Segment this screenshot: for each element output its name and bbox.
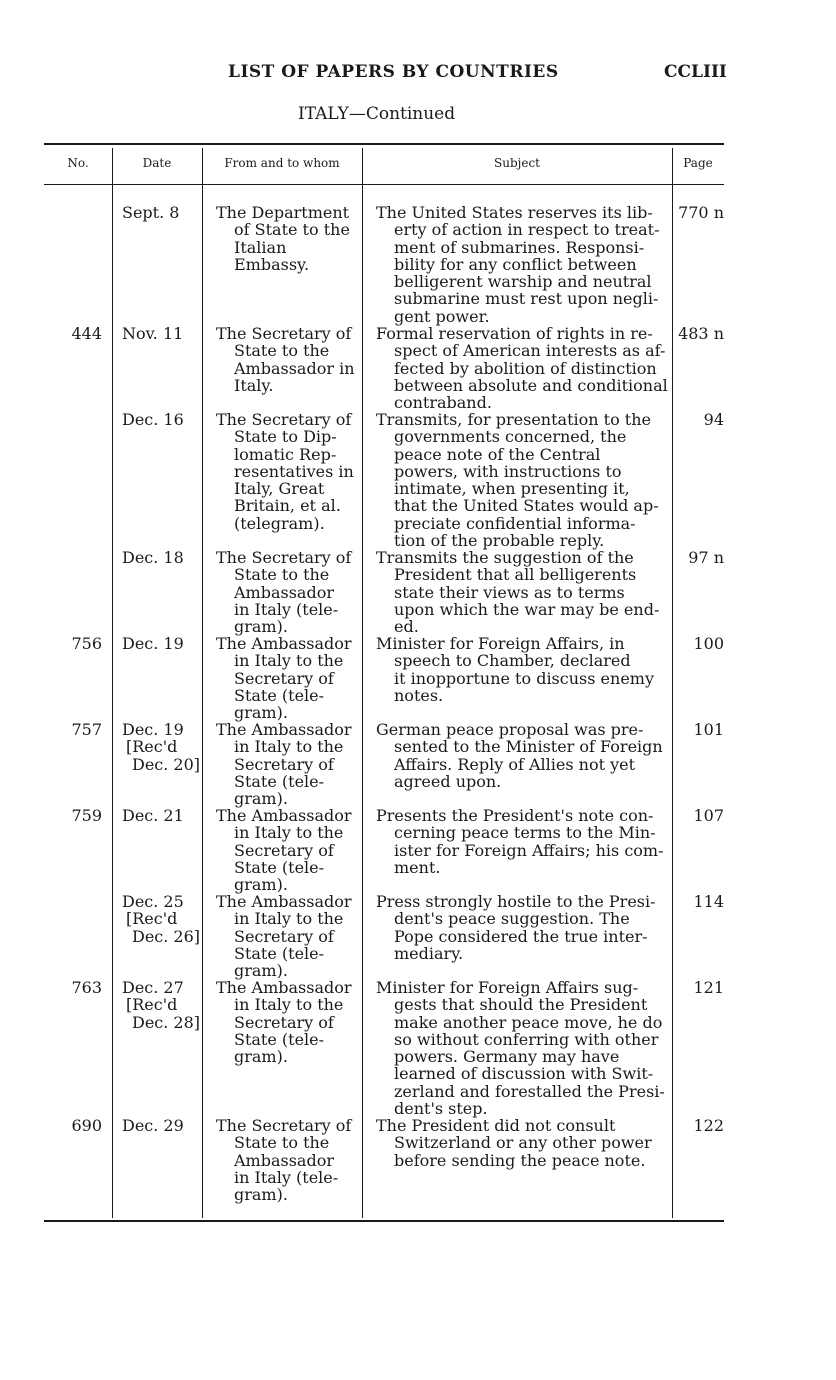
from-line: in Italy to the <box>234 651 344 671</box>
page-number: CCLIII <box>664 62 727 82</box>
subject-line: so without conferring with other <box>394 1029 659 1049</box>
from-line: The Ambassador <box>216 720 352 739</box>
subject-line: cerning peace terms to the Min- <box>394 823 656 843</box>
row-date <box>122 204 202 221</box>
subject-line: intimate, when presenting it, <box>394 479 630 499</box>
subject-line: bility for any conflict between <box>394 254 637 274</box>
date-line: [Rec'd <box>126 909 178 929</box>
from-line: State to the <box>234 1133 330 1153</box>
from-line: Secretary of <box>234 754 334 774</box>
date-line: Nov. 11 <box>122 324 184 343</box>
row-page: 122 <box>693 1116 724 1135</box>
subject-line: zerland and forestalled the Presi- <box>394 1081 665 1101</box>
subject-line: Press strongly hostile to the Presi- <box>376 892 656 911</box>
from-line: The Secretary of <box>216 410 352 429</box>
row-page: 121 <box>693 978 724 997</box>
column-header-date: Date <box>142 156 172 170</box>
row-from-to <box>216 893 362 979</box>
from-line: in Italy to the <box>234 995 344 1015</box>
subject-line: The President did not consult <box>376 1116 616 1135</box>
date-line: Dec. 26] <box>132 926 201 946</box>
from-line: resentatives in <box>234 461 354 481</box>
subject-line: ment of submarines. Responsi- <box>394 237 645 257</box>
row-from-to <box>216 204 362 273</box>
from-line: Italian <box>234 237 287 257</box>
row-date <box>122 411 202 428</box>
subject-line: state their views as to terms <box>394 582 625 602</box>
column-header-from: From and to whom <box>224 156 340 170</box>
from-line: The Secretary of <box>216 548 352 567</box>
column-header-page: Page <box>683 156 713 170</box>
row-from-to <box>216 721 362 807</box>
date-line: Dec. 19 <box>122 720 184 739</box>
row-subject <box>376 411 666 549</box>
subject-line: governments concerned, the <box>394 427 627 447</box>
row-subject <box>376 979 666 1117</box>
row-date <box>122 325 202 342</box>
section-title: ITALY—Continued <box>298 104 456 124</box>
column-header-no: No. <box>67 156 89 170</box>
from-line: The Ambassador <box>216 978 352 997</box>
subject-line: make another peace move, he do <box>394 1012 663 1032</box>
row-from-to <box>216 325 362 394</box>
from-line: Ambassador <box>234 1150 334 1170</box>
subject-line: The United States reserves its lib- <box>376 203 653 222</box>
subject-line: tion of the probable reply. <box>394 531 605 551</box>
date-line: [Rec'd <box>126 737 178 757</box>
row-subject <box>376 893 666 962</box>
from-line: The Secretary of <box>216 1116 352 1135</box>
subject-line: preciate confidential informa- <box>394 513 636 533</box>
subject-line: upon which the war may be end- <box>394 599 660 619</box>
row-number: 763 <box>71 978 102 997</box>
subject-line: Transmits, for presentation to the <box>376 410 651 429</box>
row-subject <box>376 721 666 790</box>
subject-line: submarine must rest upon negli- <box>394 289 659 309</box>
table-top-rule <box>44 143 724 145</box>
subject-line: Minister for Foreign Affairs sug- <box>376 978 639 997</box>
column-header-subject: Subject <box>494 156 540 170</box>
row-page: 100 <box>693 634 724 653</box>
from-line: Ambassador <box>234 582 334 602</box>
from-line: gram). <box>234 1185 288 1205</box>
row-subject <box>376 807 666 876</box>
subject-line: it inopportune to discuss enemy <box>394 668 654 688</box>
date-line: Sept. 8 <box>122 203 180 222</box>
row-date <box>122 979 202 1031</box>
from-line: State to the <box>234 565 330 585</box>
from-line: of State to the <box>234 220 350 240</box>
from-line: Italy, Great <box>234 479 325 499</box>
subject-line: ed. <box>394 617 419 637</box>
row-page: 101 <box>693 720 724 739</box>
subject-line: Affairs. Reply of Allies not yet <box>394 754 636 774</box>
column-divider <box>112 148 113 1218</box>
from-line: in Italy to the <box>234 737 344 757</box>
from-line: in Italy to the <box>234 823 344 843</box>
row-page: 94 <box>703 410 724 429</box>
row-subject <box>376 635 666 704</box>
from-line: The Department <box>216 203 350 222</box>
subject-line: Formal reservation of rights in re- <box>376 324 653 343</box>
table-bottom-rule <box>44 1220 724 1222</box>
from-line: The Secretary of <box>216 324 352 343</box>
from-line: Britain, et al. <box>234 496 341 516</box>
date-line: Dec. 28] <box>132 1012 201 1032</box>
subject-line: spect of American interests as af- <box>394 341 666 361</box>
from-line: gram). <box>234 617 288 637</box>
subject-line: ment. <box>394 857 441 877</box>
date-line: Dec. 27 <box>122 978 184 997</box>
subject-line: notes. <box>394 685 444 705</box>
from-line: gram). <box>234 875 288 895</box>
column-divider <box>202 148 203 1218</box>
subject-line: Transmits the suggestion of the <box>376 548 634 567</box>
from-line: State to Dip- <box>234 427 337 447</box>
row-date <box>122 549 202 566</box>
from-line: State (tele- <box>234 857 325 877</box>
from-line: gram). <box>234 1047 288 1067</box>
from-line: (telegram). <box>234 513 325 533</box>
from-line: gram). <box>234 789 288 809</box>
subject-line: gests that should the President <box>394 995 648 1015</box>
from-line: in Italy (tele- <box>234 1167 339 1187</box>
subject-line: Pope considered the true inter- <box>394 926 648 946</box>
subject-line: dent's step. <box>394 1099 488 1119</box>
from-line: gram). <box>234 961 288 981</box>
row-number: 757 <box>71 720 102 739</box>
row-subject <box>376 549 666 635</box>
row-date <box>122 1117 202 1134</box>
row-page: 97 n <box>688 548 724 567</box>
subject-line: mediary. <box>394 943 464 963</box>
date-line: Dec. 18 <box>122 548 184 567</box>
from-line: Secretary of <box>234 926 334 946</box>
date-line: Dec. 19 <box>122 634 184 653</box>
row-subject <box>376 1117 666 1169</box>
from-line: Italy. <box>234 375 274 395</box>
row-page: 114 <box>693 892 724 911</box>
row-from-to <box>216 807 362 893</box>
row-from-to <box>216 1117 362 1203</box>
subject-line: ister for Foreign Affairs; his com- <box>394 840 664 860</box>
subject-line: Switzerland or any other power <box>394 1133 652 1153</box>
table-header-rule <box>44 184 724 185</box>
row-date <box>122 635 202 652</box>
from-line: in Italy (tele- <box>234 599 339 619</box>
subject-line: fected by abolition of distinction <box>394 358 657 378</box>
from-line: State (tele- <box>234 1029 325 1049</box>
from-line: The Ambassador <box>216 806 352 825</box>
from-line: Secretary of <box>234 1012 334 1032</box>
date-line: Dec. 29 <box>122 1116 184 1135</box>
column-divider <box>362 148 363 1218</box>
row-from-to <box>216 635 362 721</box>
row-page: 107 <box>693 806 724 825</box>
row-page: 483 n <box>678 324 724 343</box>
from-line: Embassy. <box>234 254 310 274</box>
row-from-to <box>216 411 362 532</box>
subject-line: peace note of the Central <box>394 444 601 464</box>
row-subject <box>376 325 666 411</box>
from-line: The Ambassador <box>216 634 352 653</box>
from-line: State (tele- <box>234 771 325 791</box>
date-line: [Rec'd <box>126 995 178 1015</box>
subject-line: German peace proposal was pre- <box>376 720 644 739</box>
subject-line: sented to the Minister of Foreign <box>394 737 663 757</box>
subject-line: powers. Germany may have <box>394 1047 620 1067</box>
subject-line: contraband. <box>394 393 492 413</box>
row-date <box>122 893 202 945</box>
row-number: 759 <box>71 806 102 825</box>
row-from-to <box>216 549 362 635</box>
row-number: 756 <box>71 634 102 653</box>
subject-line: Minister for Foreign Affairs, in <box>376 634 625 653</box>
from-line: gram). <box>234 703 288 723</box>
subject-line: belligerent warship and neutral <box>394 272 652 292</box>
date-line: Dec. 20] <box>132 754 201 774</box>
subject-line: gent power. <box>394 306 490 326</box>
subject-line: President that all belligerents <box>394 565 637 585</box>
from-line: Ambassador in <box>234 358 355 378</box>
subject-line: between absolute and conditional <box>394 375 668 395</box>
date-line: Dec. 21 <box>122 806 184 825</box>
subject-line: erty of action in respect to treat- <box>394 220 660 240</box>
from-line: in Italy to the <box>234 909 344 929</box>
from-line: Secretary of <box>234 840 334 860</box>
from-line: lomatic Rep- <box>234 444 337 464</box>
column-divider <box>672 148 673 1218</box>
row-number: 444 <box>71 324 102 343</box>
from-line: Secretary of <box>234 668 334 688</box>
subject-line: before sending the peace note. <box>394 1150 646 1170</box>
row-subject <box>376 204 666 325</box>
date-line: Dec. 16 <box>122 410 184 429</box>
from-line: State (tele- <box>234 943 325 963</box>
subject-line: learned of discussion with Swit- <box>394 1064 654 1084</box>
from-line: State to the <box>234 341 330 361</box>
subject-line: that the United States would ap- <box>394 496 659 516</box>
row-from-to <box>216 979 362 1065</box>
from-line: The Ambassador <box>216 892 352 911</box>
row-date <box>122 721 202 773</box>
row-page: 770 n <box>678 203 724 222</box>
subject-line: dent's peace suggestion. The <box>394 909 630 929</box>
subject-line: speech to Chamber, declared <box>394 651 631 671</box>
subject-line: Presents the President's note con- <box>376 806 654 825</box>
from-line: State (tele- <box>234 685 325 705</box>
row-number: 690 <box>71 1116 102 1135</box>
subject-line: powers, with instructions to <box>394 461 622 481</box>
date-line: Dec. 25 <box>122 892 184 911</box>
row-date <box>122 807 202 824</box>
running-title: LIST OF PAPERS BY COUNTRIES <box>228 62 559 82</box>
subject-line: agreed upon. <box>394 771 502 791</box>
